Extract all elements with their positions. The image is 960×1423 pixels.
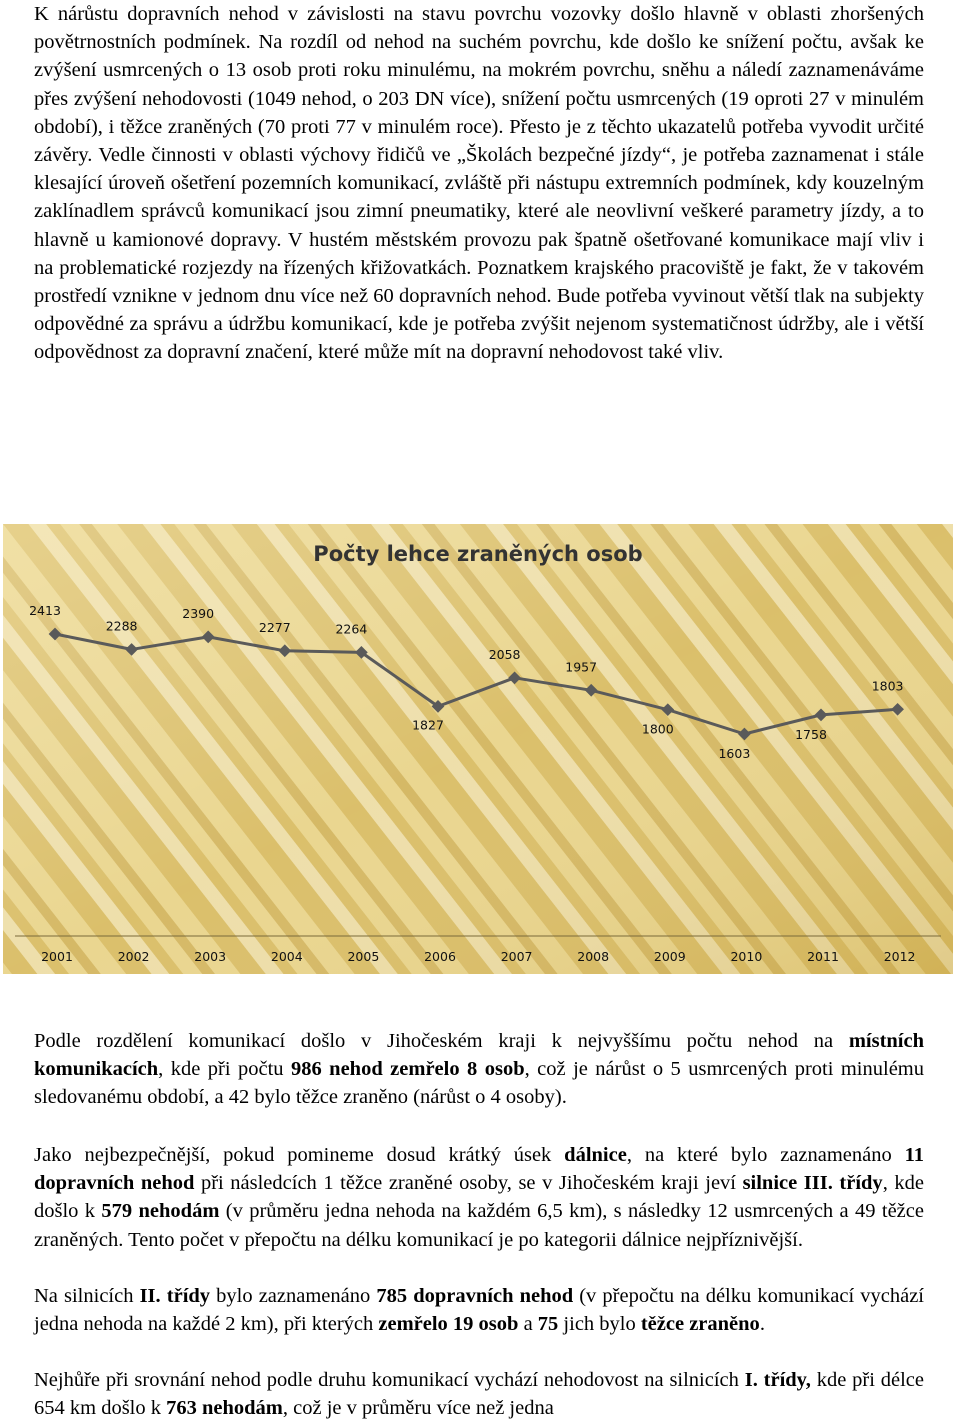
p4-text-1: Na silnicích — [34, 1285, 140, 1307]
paragraph-class1-roads — [34, 1366, 924, 1422]
x-tick-label: 2003 — [194, 949, 227, 964]
p3-text-1: Jako nejbezpečnější, pokud pomineme dosud krátký úsek — [34, 1144, 565, 1166]
data-label: 2058 — [488, 646, 521, 662]
data-label: 1803 — [871, 678, 904, 694]
x-tick-label: 2012 — [883, 949, 916, 964]
data-label: 1800 — [641, 721, 674, 737]
data-label: 2390 — [182, 605, 215, 621]
x-tick-label: 2007 — [500, 949, 533, 964]
p3-bold-2: 11 dopravních nehod — [34, 1144, 924, 1195]
p2-bold-2: 986 nehod zemřelo 8 osob — [290, 1058, 525, 1081]
x-tick-label: 2002 — [117, 949, 150, 964]
data-label: 1758 — [795, 726, 827, 742]
p3-bold-3: silnice III. třídy — [742, 1172, 883, 1195]
p5-text-3: , což je v průměru více než jedna — [282, 1397, 554, 1420]
p4-bold-2: 785 dopravních nehod — [376, 1285, 574, 1307]
p3-text-2: , na které bylo zaznamenáno — [626, 1144, 905, 1166]
p3-bold-1: dálnice — [564, 1144, 627, 1166]
p4-text-5: jich bylo — [558, 1313, 641, 1336]
x-tick-label: 2004 — [270, 949, 303, 964]
x-tick-label: 2011 — [807, 949, 839, 964]
chart-title: Počty lehce zraněných osob — [313, 542, 643, 566]
data-label: 1603 — [718, 746, 751, 761]
data-label: 1827 — [412, 717, 444, 733]
data-label: 2288 — [105, 618, 138, 634]
p4-text-4: a — [518, 1313, 538, 1336]
x-tick-label: 2005 — [347, 949, 380, 964]
x-tick-label: 2006 — [424, 949, 456, 964]
p3-text-4: , kde došlo k — [34, 1172, 924, 1223]
data-label: 2277 — [258, 619, 291, 635]
chart-light-injuries — [3, 524, 953, 974]
data-label: 1957 — [565, 659, 598, 675]
p5-bold-1: I. třídy, — [744, 1369, 811, 1391]
x-tick-label: 2010 — [730, 949, 763, 964]
paragraph-local-roads — [34, 1027, 924, 1112]
p5-text-2: kde při délce 654 km došlo k — [34, 1369, 924, 1420]
data-label: 2413 — [29, 603, 61, 618]
p4-bold-4: 75 — [537, 1313, 559, 1336]
p2-text-1: Podle rozdělení komunikací došlo v Jihočeském kraji k nejvyššímu počtu nehod na — [34, 1030, 849, 1052]
p5-text-1: Nejhůře při srovnání nehod podle druhu komunikací vychází nehodovost na silnicích — [34, 1369, 745, 1391]
x-tick-label: 2008 — [577, 949, 610, 964]
p4-bold-1: II. třídy — [139, 1285, 211, 1307]
x-tick-label: 2009 — [653, 949, 686, 964]
x-tick-label: 2001 — [41, 949, 73, 964]
p3-text-5: (v průměru jedna nehoda na každém 6,5 km), s následky 12 usmrcených a 49 těžce zraněných. Tento počet v přepočtu na délku komunikací je po kategorii dálnice nejpříznivější. — [34, 1200, 924, 1251]
p4-bold-3: zemřelo 19 osob — [378, 1313, 519, 1336]
p4-bold-5: těžce zraněno — [640, 1313, 760, 1336]
p5-bold-2: 763 nehodám — [166, 1397, 283, 1420]
p4-text-6: . — [759, 1313, 765, 1336]
p3-text-3: při následcích 1 těžce zraněné osoby, se v Jihočeském kraji jeví — [194, 1172, 743, 1195]
p4-text-3: (v přepočtu na délku komunikací vychází jedna nehoda na každé 2 km), při kterých — [34, 1285, 924, 1336]
p2-text-3: , což je nárůst o 5 usmrcených proti minulému sledovanému období, a 42 bylo těžce zraněno (nárůst o 4 osoby). — [34, 1058, 924, 1109]
chart-background-shade — [3, 524, 953, 974]
paragraph-motorway — [34, 1141, 924, 1254]
p4-text-2: bylo zaznamenáno — [210, 1285, 377, 1307]
p3-bold-4: 579 nehodám — [101, 1200, 220, 1223]
paragraph-road-surface: K nárůstu dopravních nehod v závislosti na stavu povrchu vozovky došlo hlavně v oblasti zhoršených povětrnostních podmínek. Na rozdíl od nehod na suchém povrchu, kde došlo ke snížení počtu, avšak ke zvýšení usmrcených o 13 osob proti roku minulému, na mokrém povrchu, sněhu a náledí zaznamenáváme přes zvýšení nehodovosti (1049 nehod, o 203 DN více), snížení počtu usmrcených (19 oproti 27 v minulém období), i těžce zraněných (70 proti 77 v minulém roce). Přesto je z těchto ukazatelů potřeba vyvodit určité závěry. Vedle činnosti v oblasti výchovy řidičů ve „Školách bezpečné jízdy“, je potřeba zaznamenat i stále klesající úroveň ošetření pozemních komunikací, zvláště při nástupu extremních podmínek, kdy kouzelným zaklínadlem správců komunikací jsou zimní pneumatiky, které ale neovlivní veškeré parametry jízdy, a to hlavně u kamionové dopravy. V hustém městském provozu pak špatně ošetřované komunikace mají vliv i na problematické rozjezdy na řízených křižovatkách. Poznatkem krajského pracoviště je fakt, že v takovém prostředí vznikne v jednom dnu více než 60 dopravních nehod. Bude potřeba vyvinout větší tlak na subjekty odpovědné za správu a údržbu komunikací, kde je potřeba zvýšit nejenom systematičnost údržby, ale i větší odpovědnost za dopravní značení, které může mít na dopravní nehodovost také vliv. — [34, 3, 924, 364]
p2-bold-1: místních komunikacích — [34, 1030, 924, 1081]
p2-text-2: , kde při počtu — [158, 1058, 291, 1081]
data-label: 2264 — [335, 621, 368, 637]
paragraph-class2-roads — [34, 1282, 924, 1338]
line-chart-svg — [3, 524, 953, 974]
